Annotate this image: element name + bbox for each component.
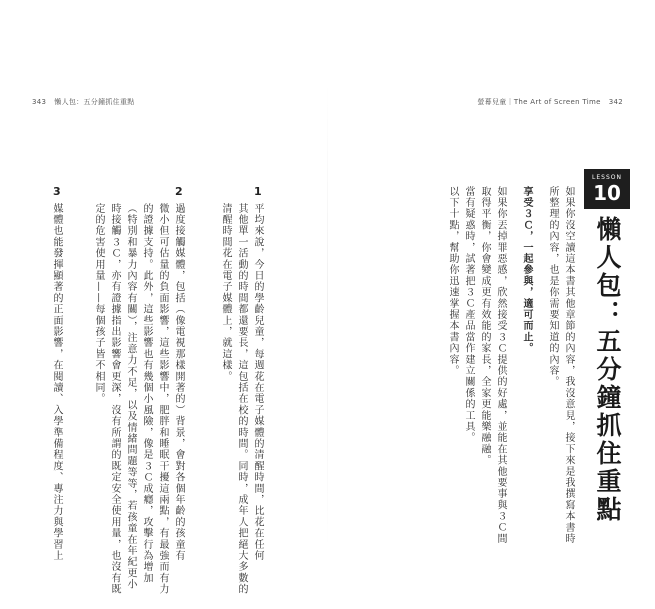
section-line: 其他單一活動的時間都還要長，這包括在校的時間。同時，成年人把絕大多數的 (236, 203, 247, 595)
left-running-head (32, 97, 135, 107)
page-gutter (327, 80, 328, 550)
section-number: 3 (53, 185, 61, 198)
lesson-number: 10 (593, 181, 621, 205)
intro-line: 如果你丟掉罪惡感，欣然接受３Ｃ提供的好處，並能在其他要事與３Ｃ間 (495, 186, 506, 545)
section-line: 的證據支持。此外，這些影響也有幾個小風險，像是３Ｃ成癮，攻擊行為增加 (141, 203, 152, 584)
intro-motto: 享受３Ｃ，一起參與，適可而止。 (521, 186, 532, 354)
intro-line: 如果你沒空讀這本書其他章節的內容，我沒意見，接下來是我撰寫本書時 (563, 186, 574, 545)
right-running-head (477, 97, 623, 107)
section-line: 時接觸３Ｃ，亦有證據指出影響會更深，沒有所謂的既定安全使用量，也沒有既 (109, 203, 120, 595)
left-running-title: 懶人包：五分鐘抓住重點 (54, 98, 135, 106)
section-line: 微小但可估量的負面影響，這些影響中，肥胖和睡眠干擾這兩點，有最強而有力 (157, 203, 168, 595)
intro-line: 以下十點，幫助你迅速掌握本書內容。 (447, 186, 458, 377)
section-line: （特別和暴力內容有關），注意力不足，以及情緒問題等等，若孩童在年紀更小 (125, 203, 136, 590)
intro-line: 取得平衡，你會變成更有效能的家長，全家更能樂融融。 (479, 186, 490, 466)
intro-line: 所整理的內容，也是你需要知道的內容。 (547, 186, 558, 388)
section-number: 1 (254, 185, 262, 198)
right-page-number: 342 (608, 98, 623, 106)
section-line: 過度接觸媒體，包括（像電視那樣開著的）背景，會對各個年齡的孩童有 (173, 203, 184, 562)
chapter-title: 懶人包：五分鐘抓住重點 (593, 216, 622, 524)
section-line: 清醒時間花在電子媒體上，就這樣。 (220, 203, 231, 383)
lesson-badge (584, 169, 630, 209)
section-line: 定的危害使用量——每個孩子皆不相同。 (93, 203, 104, 405)
section-number: 2 (175, 185, 183, 198)
right-running-title: 螢幕兒童｜The Art of Screen Time (477, 98, 601, 106)
left-page-number: 343 (32, 98, 47, 106)
section-line: 平均來說，今日的學齡兒童，每週花在電子媒體的清醒時間，比花在任何 (252, 203, 263, 562)
intro-line: 當有疑惑時，試著把３Ｃ產品當作建立關係的工具。 (463, 186, 474, 444)
lesson-label: LESSON (592, 174, 622, 181)
section-line: 媒體也能發揮顯著的正面影響，在閱讀、入學準備程度、專注力與學習上 (51, 203, 62, 562)
